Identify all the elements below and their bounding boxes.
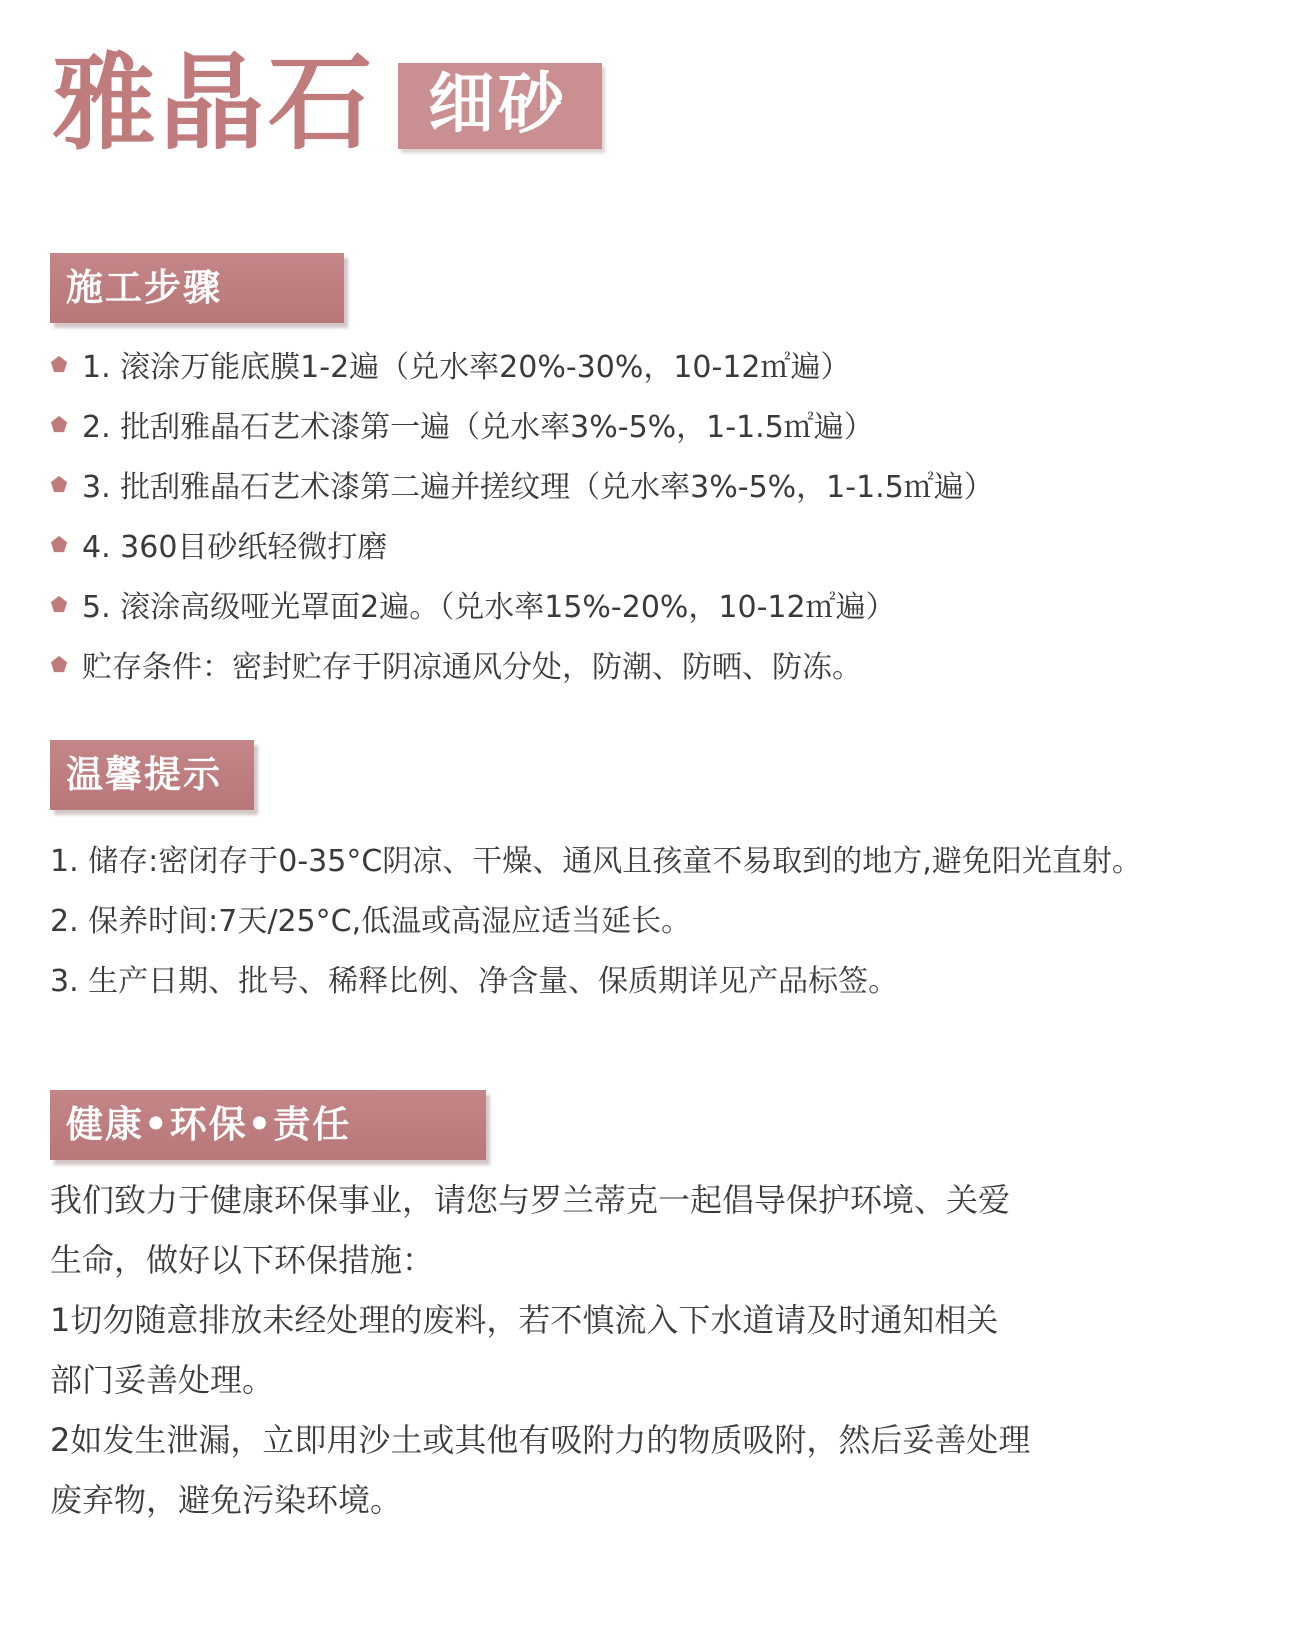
- list-item: 3. 生产日期、批号、稀释比例、净含量、保质期详见产品标签。: [50, 964, 899, 999]
- eco-text-line: 生命，做好以下环保措施：: [50, 1241, 435, 1279]
- step-text: 2. 批刮雅晶石艺术漆第一遍（兑水率3%-5%，1-1.5㎡遍）: [82, 410, 874, 445]
- pentagon-bullet-icon: [50, 655, 68, 673]
- pentagon-bullet-icon: [50, 475, 68, 493]
- construction-steps-list: [50, 334, 1270, 694]
- eco-text-line: 我们致力于健康环保事业，请您与罗兰蒂克一起倡导保护环境、关爱: [50, 1181, 1011, 1219]
- step-text: 4. 360目砂纸轻微打磨: [82, 530, 388, 565]
- eco-text-line: 部门妥善处理。: [50, 1361, 275, 1399]
- pentagon-bullet-icon: [50, 595, 68, 613]
- storage-conditions-text: 贮存条件：密封贮存于阴凉通风分处，防潮、防晒、防冻。: [82, 650, 862, 685]
- pentagon-bullet-icon: [50, 415, 68, 433]
- list-item: 2. 保养时间:7天/25°C,低温或高湿应适当延长。: [50, 904, 692, 939]
- list-item: [50, 334, 1270, 394]
- pentagon-bullet-icon: [50, 355, 68, 373]
- tips-list: [50, 828, 1290, 1008]
- section-header-eco: 健康•环保•责任: [50, 1090, 486, 1160]
- step-text: 1. 滚涂万能底膜1-2遍（兑水率20%-30%，10-12㎡遍）: [82, 350, 851, 385]
- eco-text-line: 2如发生泄漏，立即用沙土或其他有吸附力的物质吸附，然后妥善处理: [50, 1421, 1031, 1459]
- step-text: 3. 批刮雅晶石艺术漆第二遍并搓纹理（兑水率3%-5%，1-1.5㎡遍）: [82, 470, 994, 505]
- list-item: [50, 514, 1270, 574]
- variant-badge: 细砂: [398, 63, 602, 149]
- list-item: [50, 634, 1270, 694]
- eco-body: [50, 1168, 1230, 1528]
- brand-name: 雅晶石: [52, 42, 377, 164]
- step-text: 5. 滚涂高级哑光罩面2遍。（兑水率15%-20%，10-12㎡遍）: [82, 590, 896, 625]
- list-item: [50, 574, 1270, 634]
- list-item: [50, 454, 1270, 514]
- section-header-tips: 温馨提示: [50, 740, 254, 810]
- eco-text-line: 废弃物，避免污染环境。: [50, 1481, 403, 1519]
- list-item: [50, 394, 1270, 454]
- list-item: 1. 储存:密闭存于0-35°C阴凉、干燥、通风且孩童不易取到的地方,避免阳光直射。: [50, 844, 1142, 879]
- section-header-construction: 施工步骤: [50, 253, 344, 323]
- pentagon-bullet-icon: [50, 535, 68, 553]
- eco-text-line: 1切勿随意排放未经处理的废料，若不慎流入下水道请及时通知相关: [50, 1301, 999, 1339]
- page-title: [52, 38, 602, 168]
